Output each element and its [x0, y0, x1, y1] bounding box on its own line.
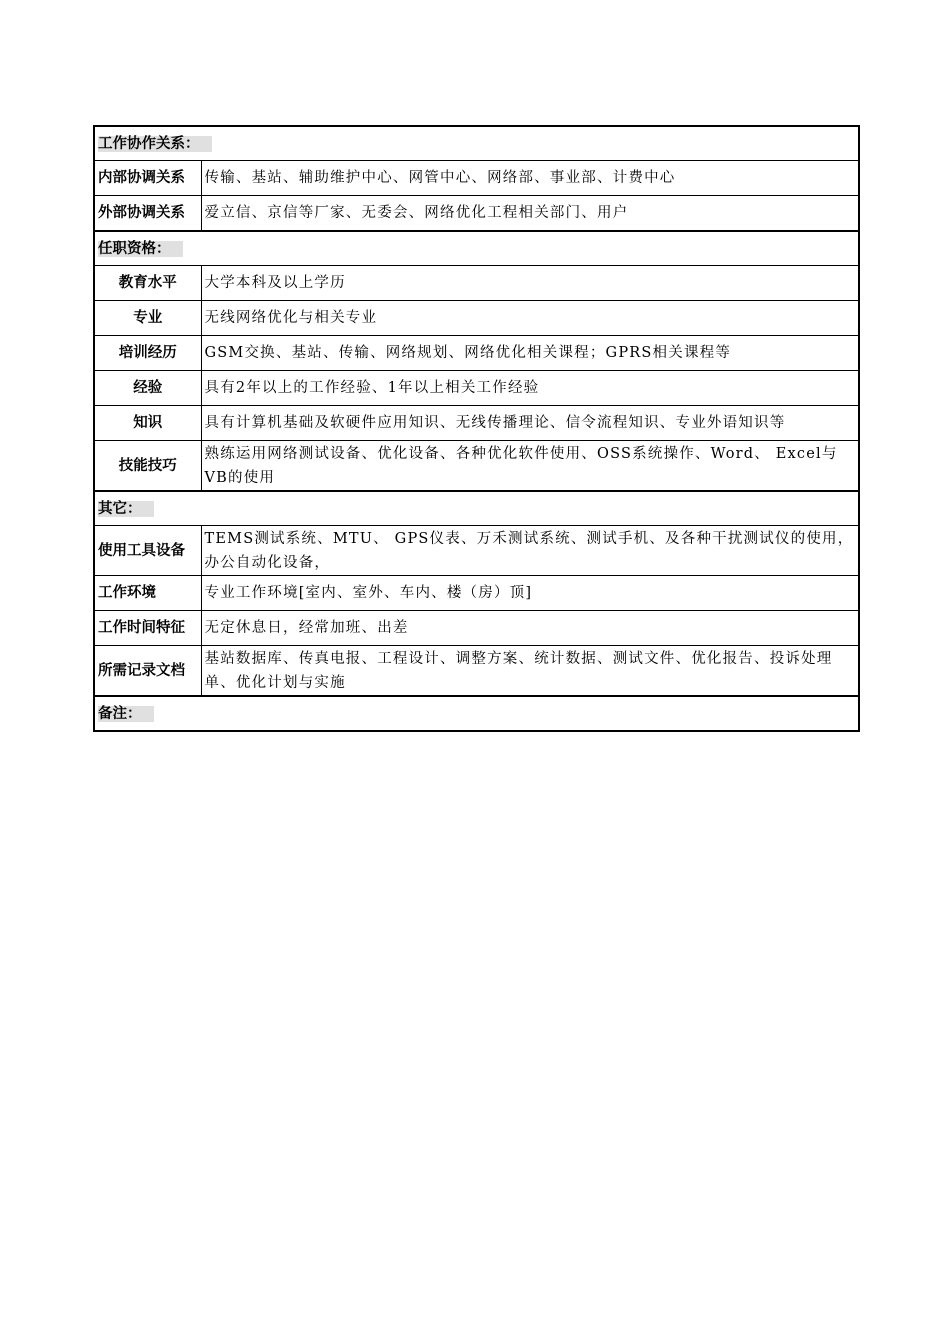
internal-coordination-label: 内部协调关系	[94, 161, 201, 196]
qualifications-section-title: 任职资格：	[94, 231, 859, 266]
work-time-label: 工作时间特征	[94, 611, 201, 646]
remarks-section-title: 备注：	[94, 696, 859, 731]
other-section-title: 其它：	[94, 491, 859, 526]
job-description-table	[93, 125, 860, 732]
tools-equipment-label: 使用工具设备	[94, 526, 201, 576]
experience-label: 经验	[94, 371, 201, 406]
table-row	[94, 161, 859, 196]
major-label: 专业	[94, 301, 201, 336]
skills-label: 技能技巧	[94, 441, 201, 492]
experience-value: 具有2年以上的工作经验、1年以上相关工作经验	[201, 371, 859, 406]
table-row	[94, 301, 859, 336]
internal-coordination-value: 传输、基站、辅助维护中心、网管中心、网络部、事业部、计费中心	[201, 161, 859, 196]
knowledge-label: 知识	[94, 406, 201, 441]
training-label: 培训经历	[94, 336, 201, 371]
external-coordination-value: 爱立信、京信等厂家、无委会、网络优化工程相关部门、用户	[201, 196, 859, 232]
section-header-row	[94, 491, 859, 526]
skills-value: 熟练运用网络测试设备、优化设备、各种优化软件使用、OSS系统操作、Word、 Excel与VB的使用	[201, 441, 859, 492]
work-time-value: 无定休息日，经常加班、出差	[201, 611, 859, 646]
tools-equipment-value: TEMS测试系统、MTU、 GPS仪表、万禾测试系统、测试手机、及各种干扰测试仪的使用，办公自动化设备，	[201, 526, 859, 576]
education-value: 大学本科及以上学历	[201, 266, 859, 301]
external-coordination-label: 外部协调关系	[94, 196, 201, 232]
table-row	[94, 266, 859, 301]
required-docs-label: 所需记录文档	[94, 646, 201, 697]
table-row	[94, 646, 859, 697]
major-value: 无线网络优化与相关专业	[201, 301, 859, 336]
table-row	[94, 611, 859, 646]
work-environment-value: 专业工作环境[室内、室外、车内、楼（房）顶]	[201, 576, 859, 611]
knowledge-value: 具有计算机基础及软硬件应用知识、无线传播理论、信令流程知识、专业外语知识等	[201, 406, 859, 441]
table-row	[94, 371, 859, 406]
table-row	[94, 526, 859, 576]
section-header-row	[94, 696, 859, 731]
required-docs-value: 基站数据库、传真电报、工程设计、调整方案、统计数据、测试文件、优化报告、投诉处理单、优化计划与实施	[201, 646, 859, 697]
table-row	[94, 196, 859, 232]
collab-section-title: 工作协作关系：	[94, 126, 859, 161]
section-header-row	[94, 231, 859, 266]
table-row	[94, 406, 859, 441]
table-row	[94, 336, 859, 371]
table-row	[94, 441, 859, 492]
training-value: GSM交换、基站、传输、网络规划、网络优化相关课程；GPRS相关课程等	[201, 336, 859, 371]
section-header-row	[94, 126, 859, 161]
education-label: 教育水平	[94, 266, 201, 301]
table-row	[94, 576, 859, 611]
work-environment-label: 工作环境	[94, 576, 201, 611]
